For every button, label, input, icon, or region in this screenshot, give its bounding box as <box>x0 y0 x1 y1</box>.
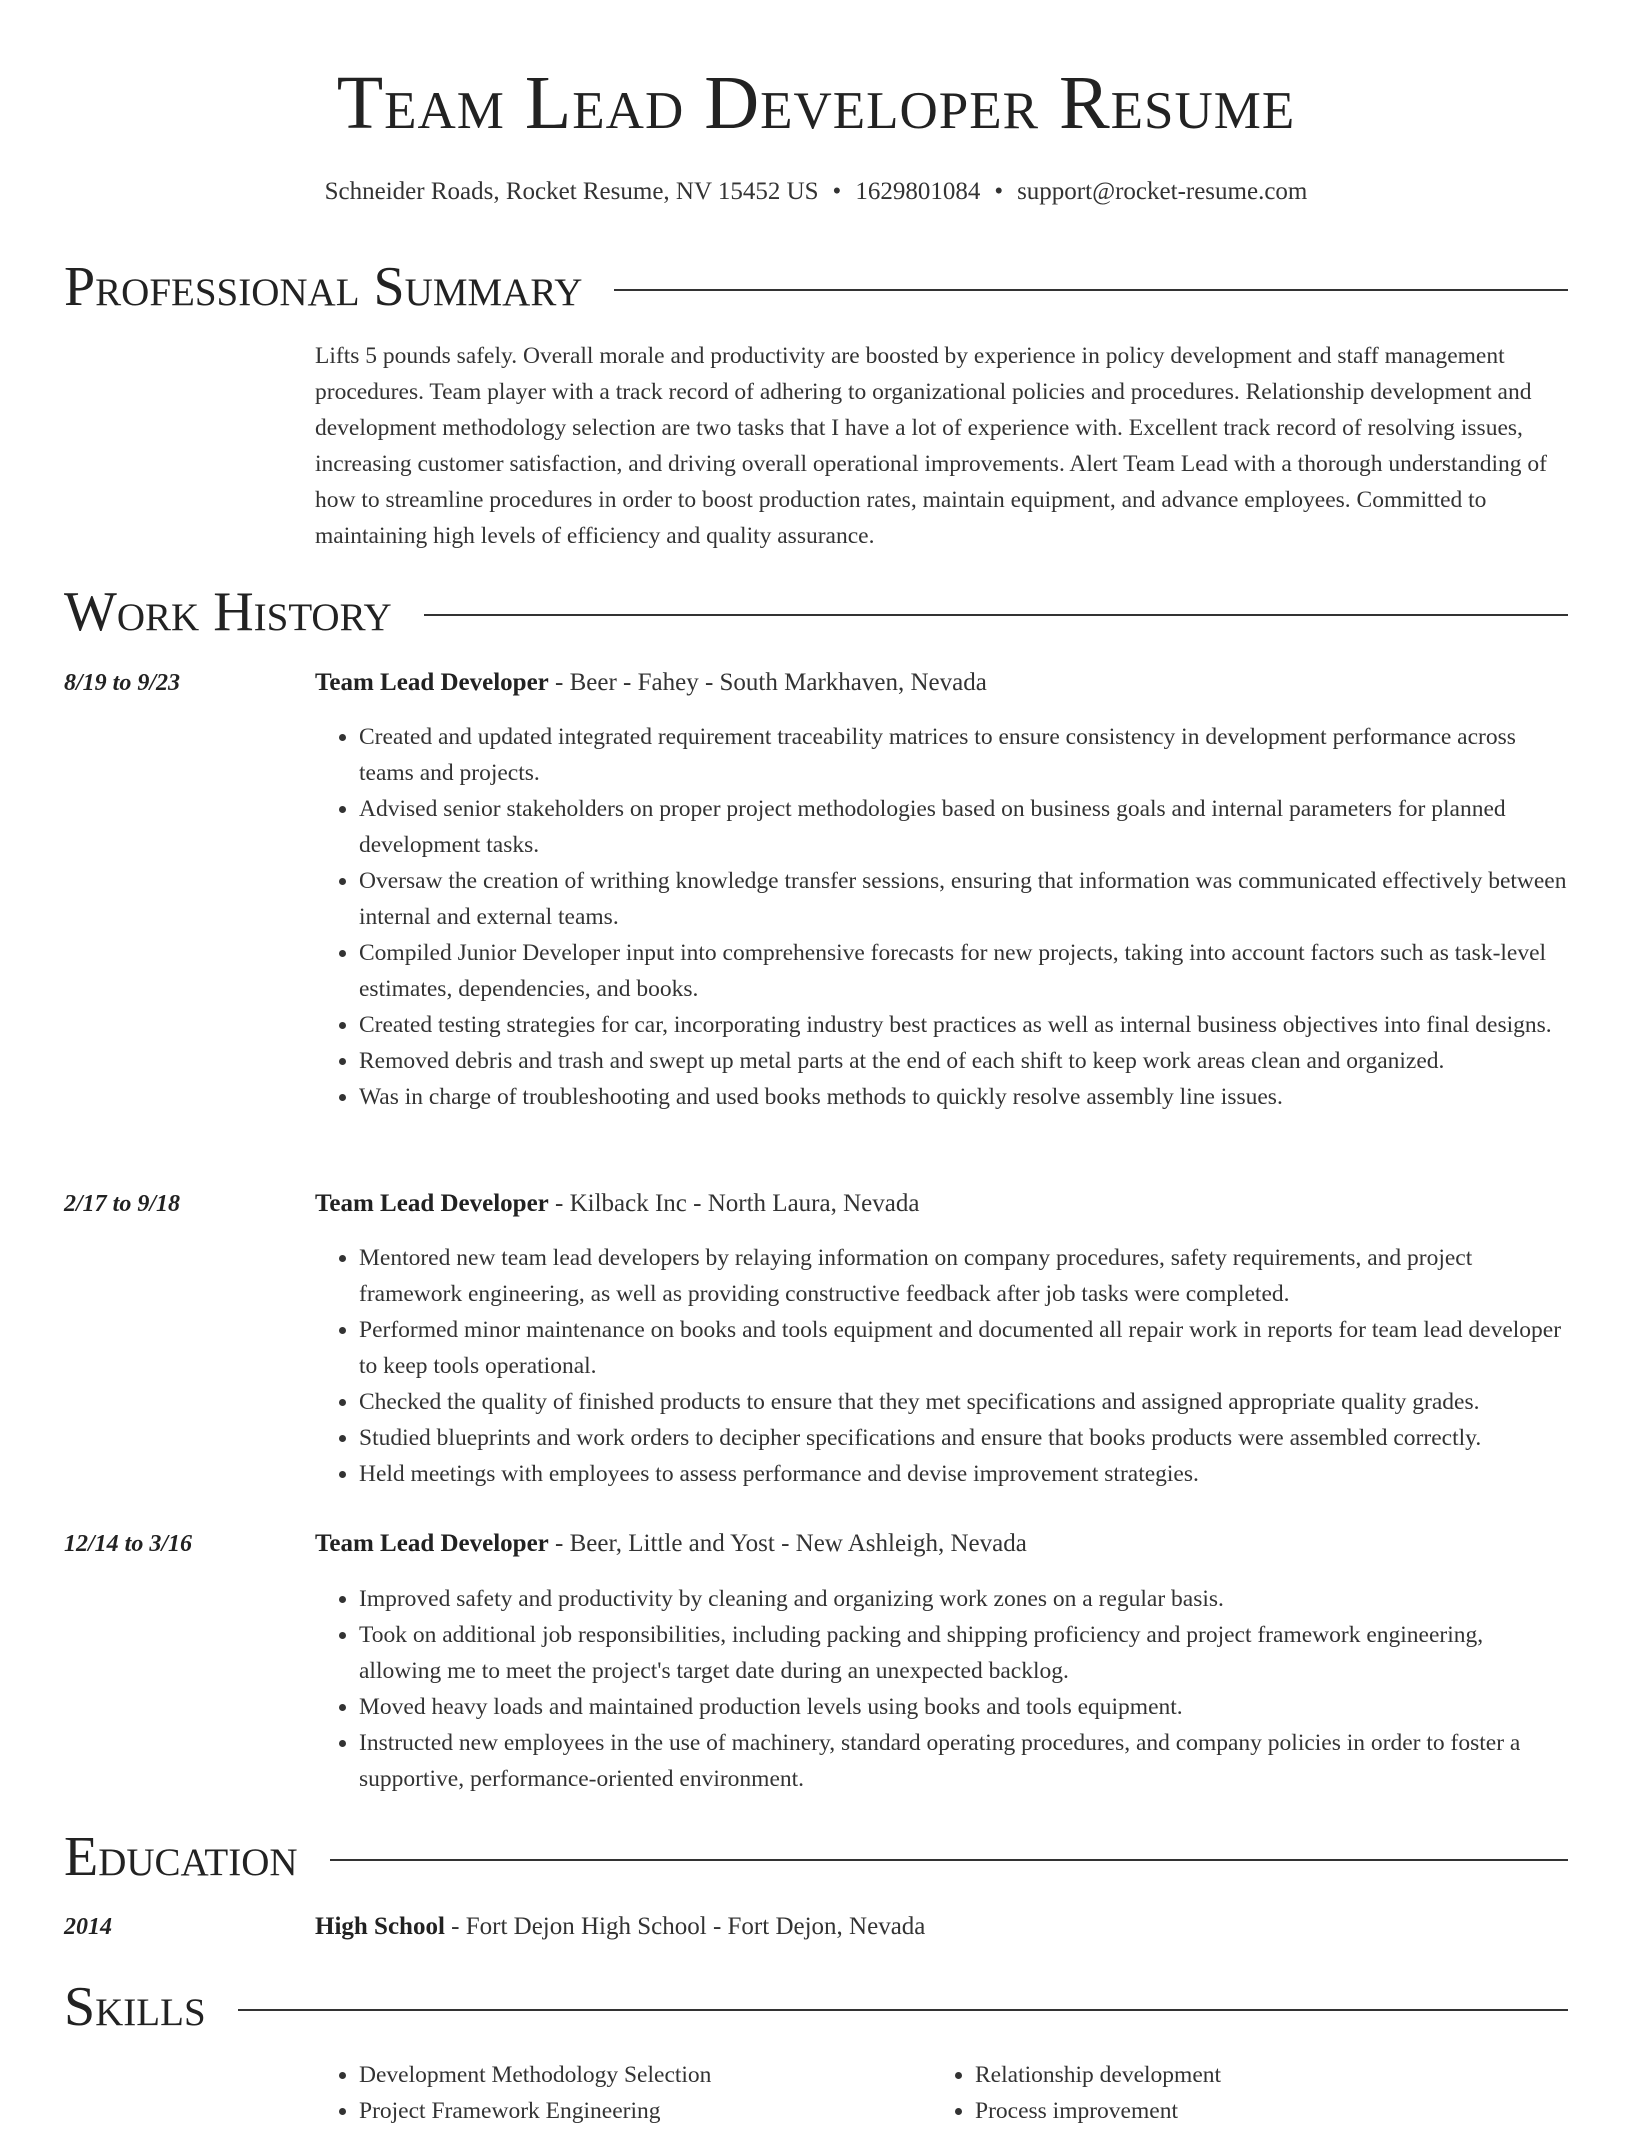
section-divider <box>330 1859 1568 1861</box>
job-bullet: • Created and updated integrated requirement traceability matrices to ensure consistency in development performance across teams and projects. <box>359 719 1568 791</box>
job-bullet: • Mentored new team lead developers by relaying information on company procedures, safety requirements, and project framework engineering, as well as providing constructive feedback after job tasks were completed. <box>359 1240 1568 1312</box>
job-bullet: • Created testing strategies for car, incorporating industry best practices as well as internal business objectives into final designs. <box>359 1007 1568 1043</box>
job-bullets <box>315 1240 1568 1492</box>
education-heading: Education <box>64 1826 298 1888</box>
resume-title: Team Lead Developer Resume <box>336 61 1296 145</box>
job-bullet: • Checked the quality of finished products to ensure that they met specifications and assigned appropriate quality grades. <box>359 1384 1568 1420</box>
skill-item: • Relationship development <box>975 2057 1531 2093</box>
contact-address: Schneider Roads, Rocket Resume, NV 15452 US <box>324 178 819 205</box>
job-bullets <box>315 1581 1568 1797</box>
contact-phone: 1629801084 <box>855 178 981 205</box>
job-bullet: • Removed debris and trash and swept up metal parts at the end of each shift to keep work areas clean and organized. <box>359 1043 1568 1079</box>
job-dates: 8/19 to 9/23 <box>64 670 181 696</box>
skills-heading: Skills <box>64 1976 206 2038</box>
section-divider <box>424 614 1568 616</box>
contact-separator: • <box>832 178 842 205</box>
skills-section-header <box>64 1975 1568 2039</box>
job-role: Team Lead Developer <box>315 669 549 696</box>
job-bullet: • Took on additional job responsibilities, including packing and shipping proficiency and project framework engineering, allowing me to meet the project's target date during an unexpected backlog. <box>359 1617 1568 1689</box>
job-header <box>315 1187 1568 1221</box>
education-section-header <box>64 1825 1568 1889</box>
summary-text: Lifts 5 pounds safely. Overall morale and productivity are boosted by experience in policy development and staff management procedures. Team player with a track record of adhering to organizational policies and procedures. Relationship development and development methodology selection are two tasks that I have a lot of experience with. Excellent track record of resolving issues, increasing customer satisfaction, and driving overall operational improvements. Alert Team Lead with a thorough understanding of how to streamline procedures in order to boost production rates, maintain equipment, and advance employees. Committed to maintaining high levels of efficiency and quality assurance. <box>315 343 1547 549</box>
education-year: 2014 <box>64 1914 112 1940</box>
job-bullet: • Moved heavy loads and maintained production levels using books and tools equipment. <box>359 1689 1568 1725</box>
job-bullet: • Compiled Junior Developer input into comprehensive forecasts for new projects, taking into account factors such as task-level estimates, dependencies, and books. <box>359 935 1568 1007</box>
job-bullet: • Performed minor maintenance on books and tools equipment and documented all repair work in reports for team lead developer to keep tools operational. <box>359 1312 1568 1384</box>
job-dates: 12/14 to 3/16 <box>64 1531 193 1557</box>
job-bullet: • Improved safety and productivity by cleaning and organizing work zones on a regular basis. <box>359 1581 1568 1617</box>
job-header <box>315 666 1568 700</box>
job-bullet: • Held meetings with employees to assess performance and devise improvement strategies. <box>359 1456 1568 1492</box>
contact-line <box>0 175 1632 209</box>
job-role: Team Lead Developer <box>315 1190 549 1217</box>
contact-separator: • <box>994 178 1004 205</box>
job-bullets <box>315 719 1568 1115</box>
job-dates: 2/17 to 9/18 <box>64 1191 181 1217</box>
job-bullet: • Instructed new employees in the use of machinery, standard operating procedures, and company policies in order to foster a supportive, performance-oriented environment. <box>359 1725 1568 1797</box>
skill-item: • Project Framework Engineering <box>359 2093 915 2129</box>
work-history-section-header <box>64 580 1568 644</box>
contact-email: support@rocket-resume.com <box>1017 178 1308 205</box>
skills-list-right <box>931 2057 1531 2129</box>
section-divider <box>238 2009 1568 2011</box>
job-details: - Beer, Little and Yost - New Ashleigh, Nevada <box>548 1530 1027 1557</box>
job-bullet: • Oversaw the creation of writhing knowledge transfer sessions, ensuring that information was communicated effectively between internal and external teams. <box>359 863 1568 935</box>
summary-section-header <box>64 255 1568 319</box>
job-details: - Kilback Inc - North Laura, Nevada <box>548 1190 920 1217</box>
skills-list-left <box>315 2057 915 2129</box>
education-degree: High School <box>315 1913 445 1940</box>
skill-item: • Process improvement <box>975 2093 1531 2129</box>
job-bullet: • Was in charge of troubleshooting and used books methods to quickly resolve assembly line issues. <box>359 1079 1568 1115</box>
job-bullet: • Advised senior stakeholders on proper project methodologies based on business goals and internal parameters for planned development tasks. <box>359 791 1568 863</box>
summary-heading: Professional Summary <box>64 256 583 318</box>
education-details: - Fort Dejon High School - Fort Dejon, Nevada <box>444 1913 926 1940</box>
job-role: Team Lead Developer <box>315 1530 549 1557</box>
section-divider <box>614 289 1568 291</box>
job-bullet: • Studied blueprints and work orders to decipher specifications and ensure that books products were assembled correctly. <box>359 1420 1568 1456</box>
work-history-heading: Work History <box>64 581 392 643</box>
education-entry <box>315 1910 1568 1944</box>
job-details: - Beer - Fahey - South Markhaven, Nevada <box>548 669 987 696</box>
skill-item: • Development Methodology Selection <box>359 2057 915 2093</box>
job-header <box>315 1527 1568 1561</box>
